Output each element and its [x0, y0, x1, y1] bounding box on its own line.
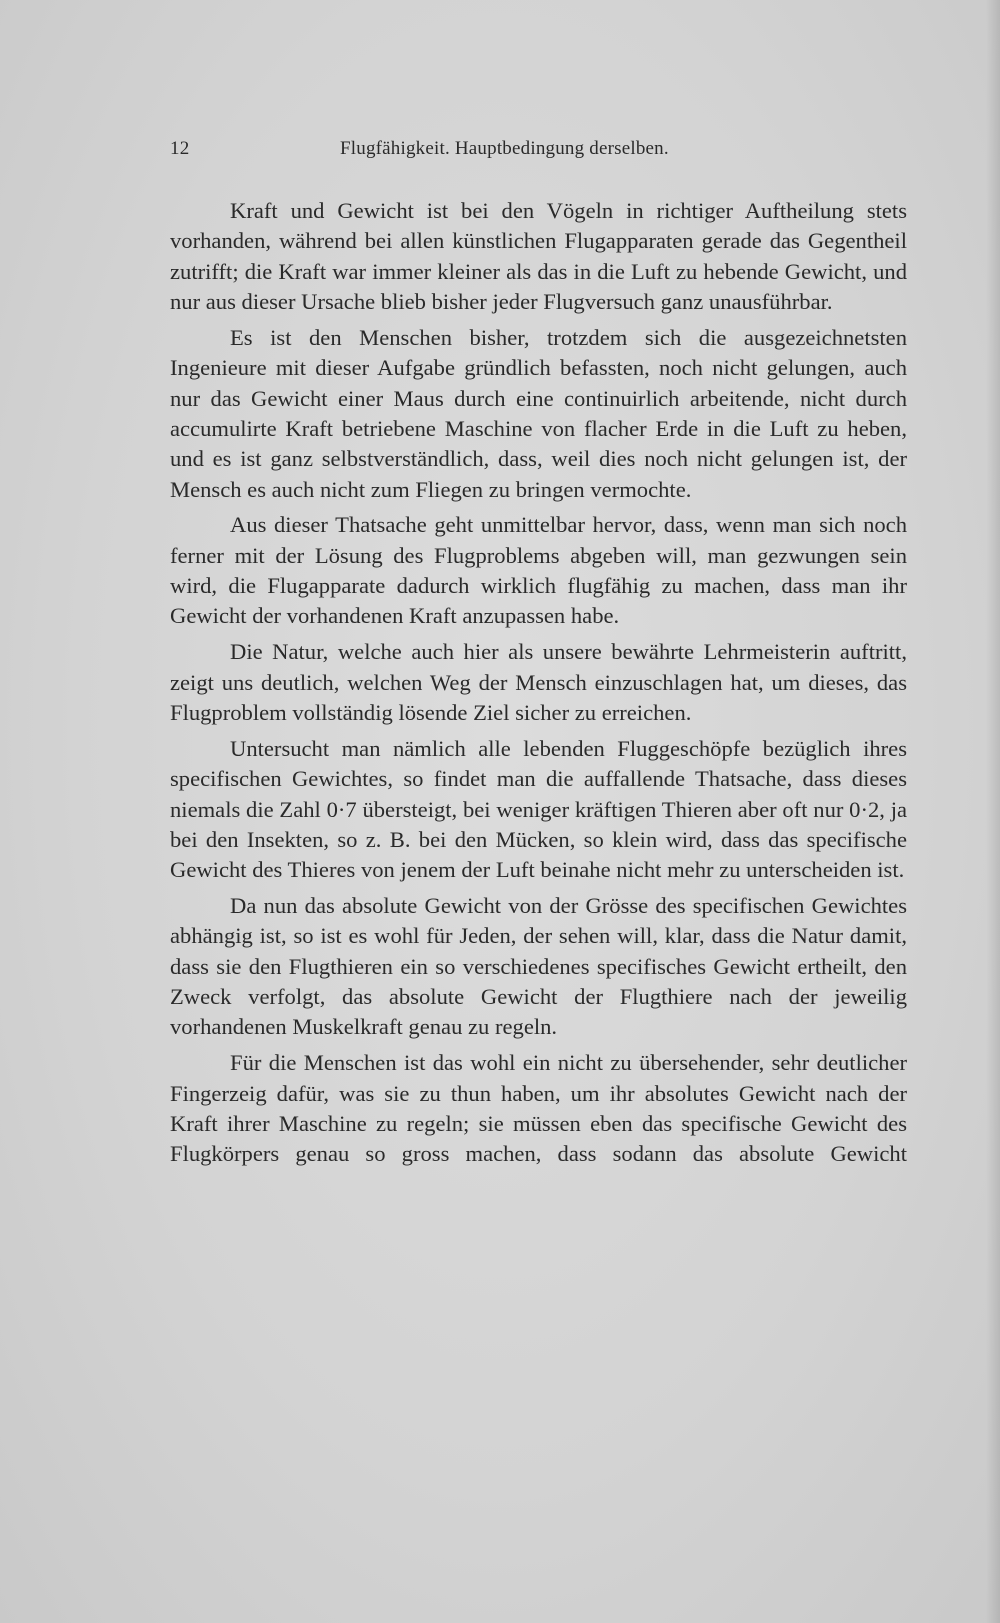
paragraph: Da nun das absolute Gewicht von der Grösse des specifischen Gewichtes abhängig ist, so ist es wohl für Jeden, der sehen will, klar, dass die Natur damit, dass sie den Flugthieren ein so verschiedenes specifisches Gewicht ertheilt, den Zweck verfolgt, das absolute Gewicht der Flugthiere nach der jeweilig vorhandenen Muskelkraft genau zu regeln. [170, 893, 907, 1040]
paragraph: Für die Menschen ist das wohl ein nicht zu übersehender, sehr deutlicher Fingerzeig dafür, was sie zu thun haben, um ihr absolutes Gewicht nach der Kraft ihrer Maschine zu regeln; sie müssen eben das specifische Gewicht des Flugkörpers genau so gross machen, dass sodann das absolute Gewicht [170, 1050, 907, 1167]
paragraph: Aus dieser Thatsache geht unmittelbar hervor, dass, wenn man sich noch ferner mit der Lösung des Flugproblems abgeben will, man gezwungen sein wird, die Flugapparate dadurch wirklich flugfähig zu machen, dass man ihr Gewicht der vorhandenen Kraft anzupassen habe. [170, 512, 907, 629]
paragraph: Die Natur, welche auch hier als unsere bewährte Lehrmeisterin auftritt, zeigt uns deutlich, welchen Weg der Mensch einzuschlagen hat, um dieses, das Flugproblem vollständig lösende Ziel sicher zu erreichen. [170, 639, 907, 725]
paragraph: Kraft und Gewicht ist bei den Vögeln in richtiger Auftheilung stets vorhanden, während bei allen künstlichen Flugapparaten gerade das Gegentheil zutrifft; die Kraft war immer kleiner als das in die Luft zu hebende Gewicht, und nur aus dieser Ursache blieb bisher jeder Flugversuch ganz unausführbar. [170, 198, 907, 315]
paragraph: Es ist den Menschen bisher, trotzdem sich die ausgezeichnetsten Ingenieure mit dieser Aufgabe gründlich befassten, noch nicht gelungen, auch nur das Gewicht einer Maus durch eine continuirlich arbeitende, nicht durch accumulirte Kraft betriebene Maschine von flacher Erde in die Luft zu heben, und es ist ganz selbstverständlich, dass, weil dies noch nicht gelungen ist, der Mensch es auch nicht zum Fliegen zu bringen vermochte. [170, 324, 907, 502]
page-number: 12 [170, 138, 190, 159]
body-text [170, 196, 907, 1170]
page-edge-shadow [986, 0, 1000, 1623]
running-head-title: Flugfähigkeit. Hauptbedingung derselben. [340, 138, 669, 159]
running-head [170, 138, 910, 162]
paragraph: Untersucht man nämlich alle lebenden Fluggeschöpfe bezüglich ihres specifischen Gewichtes, so findet man die auffallende Thatsache, dass dieses niemals die Zahl 0·7 übersteigt, bei weniger kräftigen Thieren aber oft nur 0·2, ja bei den Insekten, so z. B. bei den Mücken, so klein wird, dass das specifische Gewicht des Thieres von jenem der Luft beinahe nicht mehr zu unterscheiden ist. [170, 735, 907, 883]
